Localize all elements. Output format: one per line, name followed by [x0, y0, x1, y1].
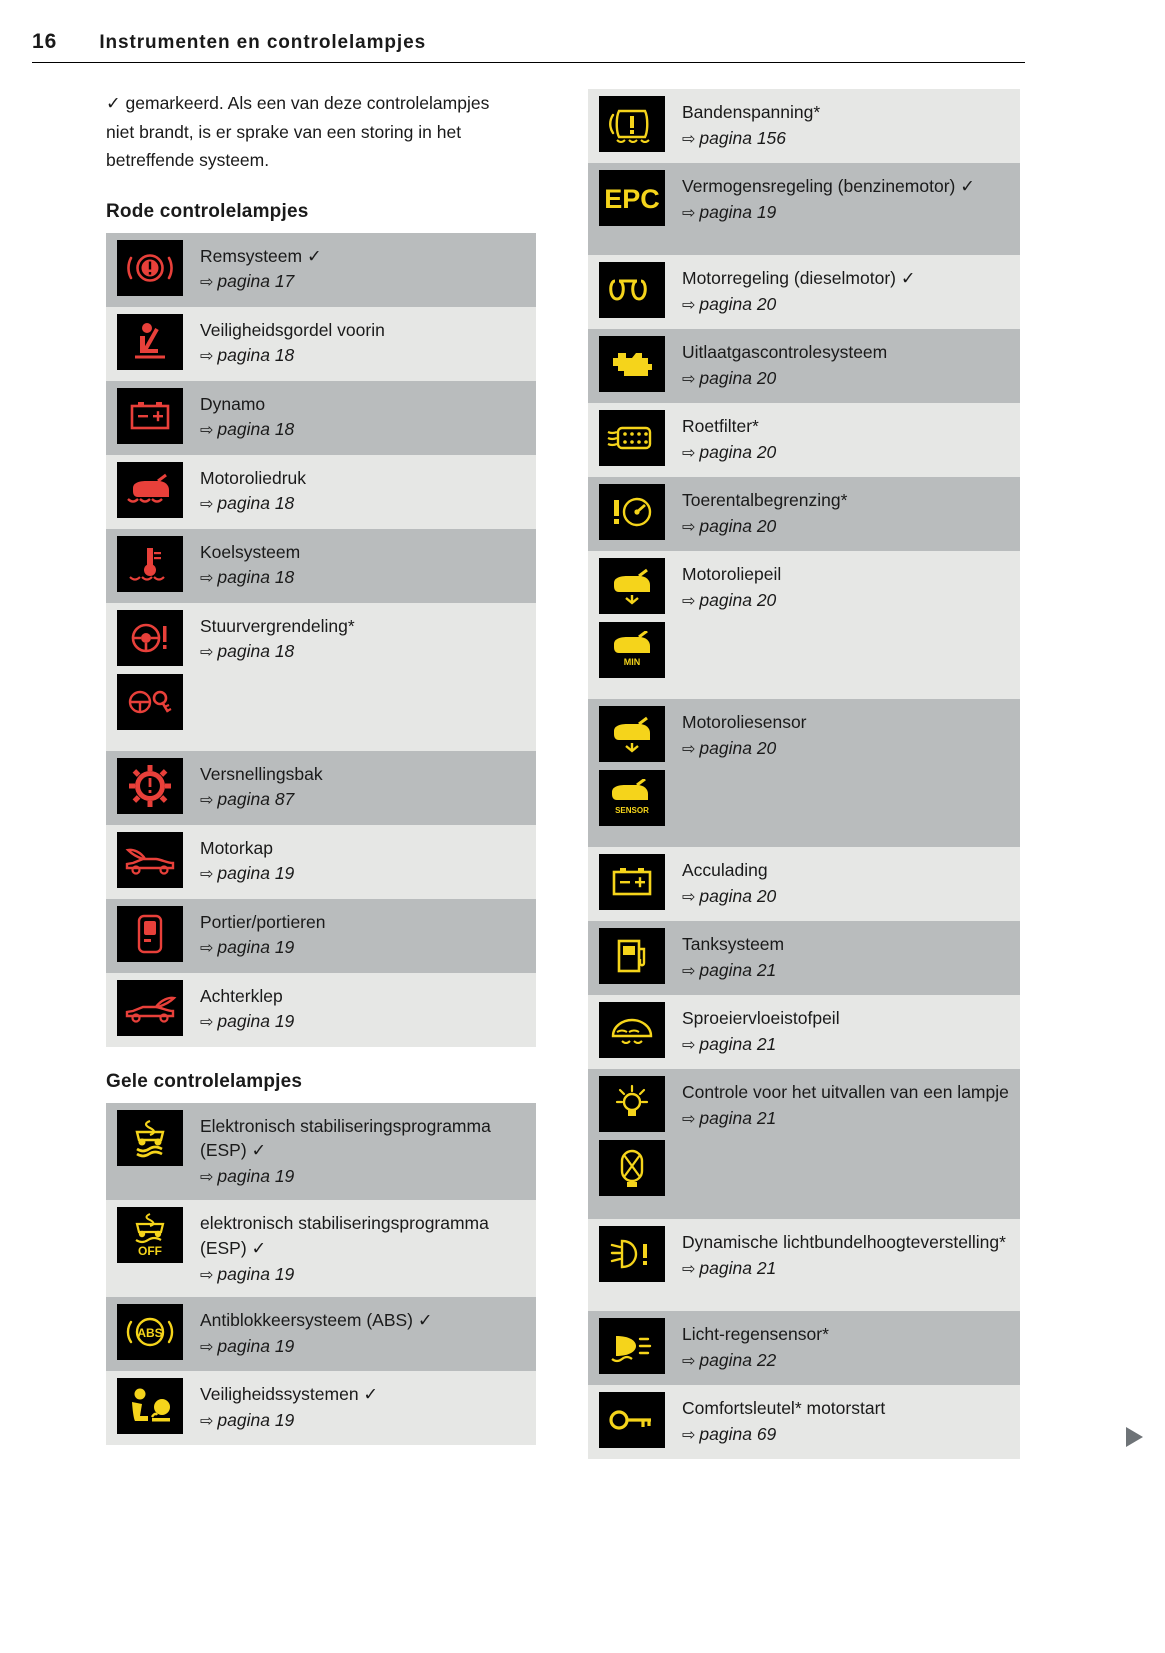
text-cell	[676, 551, 1020, 699]
text-cell	[676, 477, 1020, 551]
page-reference: ⇨ pagina 20	[682, 884, 1012, 910]
icon-cell	[588, 847, 676, 921]
page-reference: ⇨ pagina 87	[200, 787, 528, 813]
icon-cell	[588, 921, 676, 995]
icon-cell	[106, 529, 194, 603]
intro-paragraph: ✓ gemarkeerd. Als een van deze controlelampjes niet brandt, is er sprake van een storing in het betreffende systeem.	[106, 93, 490, 171]
steering-lock-icon	[117, 610, 183, 666]
table-row	[106, 455, 536, 529]
svg-text:ABS: ABS	[137, 1326, 163, 1341]
particulate-filter-icon	[599, 410, 665, 466]
icon-cell	[106, 1371, 194, 1445]
page-reference: ⇨ pagina 20	[682, 292, 1012, 318]
page-reference: ⇨ pagina 21	[682, 958, 1012, 984]
table-row	[588, 847, 1020, 921]
engine-emission-icon	[599, 336, 665, 392]
text-cell	[194, 973, 536, 1047]
lamp-label: Veiligheidsgordel voorin	[200, 319, 385, 340]
lamp-label: Uitlaatgascontrolesysteem	[682, 342, 888, 362]
lamp-label: Vermogensregeling (benzinemotor) ✓	[682, 176, 975, 196]
page-reference: ⇨ pagina 18	[200, 417, 528, 443]
lamp-label: Remsysteem ✓	[200, 245, 322, 266]
table-row	[106, 973, 536, 1047]
comfort-key-icon	[599, 1392, 665, 1448]
steering-key-icon	[117, 674, 183, 730]
section-heading-red: Rode controlelampjes	[106, 200, 309, 222]
page-reference: ⇨ pagina 20	[682, 440, 1012, 466]
oil-pressure-icon	[117, 462, 183, 518]
lamp-label: Acculading	[682, 860, 768, 880]
page-reference: ⇨ pagina 19	[682, 200, 1012, 226]
yellow-lamps-table-left	[106, 1103, 536, 1446]
gearbox-icon	[117, 758, 183, 814]
svg-text:EPC: EPC	[604, 184, 660, 214]
oil-sensor-icon	[599, 706, 665, 762]
icon-cell	[106, 381, 194, 455]
left-column	[106, 89, 536, 1459]
text-cell	[194, 307, 536, 381]
bulb-failure-icon	[599, 1076, 665, 1132]
icon-cell	[106, 1200, 194, 1297]
table-row	[588, 255, 1020, 329]
table-row	[588, 921, 1020, 995]
text-cell	[676, 255, 1020, 329]
icon-cell	[588, 551, 676, 699]
text-cell	[194, 1103, 536, 1200]
table-row	[588, 403, 1020, 477]
text-cell	[194, 751, 536, 825]
lamp-label: Motoroliepeil	[682, 564, 782, 584]
icon-cell	[588, 1385, 676, 1459]
icon-cell	[588, 699, 676, 847]
lamp-label: Motoroliedruk	[200, 467, 307, 488]
text-cell	[676, 403, 1020, 477]
icon-cell	[106, 455, 194, 529]
lamp-label: elektronisch stabiliseringsprogramma (ESP) ✓	[200, 1212, 489, 1258]
text-cell	[676, 995, 1020, 1069]
oil-level-icon	[599, 558, 665, 614]
table-row	[588, 1311, 1020, 1385]
text-cell	[194, 455, 536, 529]
lamp-label: Motorregeling (dieselmotor) ✓	[682, 268, 916, 288]
text-cell	[676, 847, 1020, 921]
page-reference: ⇨ pagina 18	[200, 343, 528, 369]
lamp-label: Portier/portieren	[200, 911, 326, 932]
lamp-label: Motoroliesensor	[682, 712, 807, 732]
lamp-label: Controle voor het uitvallen van een lampje	[682, 1082, 1009, 1102]
icon-cell	[588, 163, 676, 255]
icon-cell	[106, 899, 194, 973]
section-heading-yellow: Gele controlelampjes	[106, 1070, 303, 1092]
headlight-range-icon	[599, 1226, 665, 1282]
battery-icon	[599, 854, 665, 910]
icon-cell	[106, 1103, 194, 1200]
page-reference: ⇨ pagina 18	[200, 565, 528, 591]
lamp-label: Stuurvergrendeling*	[200, 615, 355, 636]
table-row	[106, 307, 536, 381]
page-reference: ⇨ pagina 20	[682, 736, 1012, 762]
page-reference: ⇨ pagina 19	[200, 1334, 528, 1360]
lamp-label: Koelsysteem	[200, 541, 301, 562]
brake-system-icon	[117, 240, 183, 296]
text-cell	[194, 603, 536, 751]
page-reference: ⇨ pagina 69	[682, 1422, 1012, 1448]
coolant-icon	[117, 536, 183, 592]
page-reference: ⇨ pagina 20	[682, 366, 1012, 392]
page-header	[32, 30, 1025, 63]
icon-cell	[588, 477, 676, 551]
table-row	[588, 1219, 1020, 1311]
icon-cell	[588, 1069, 676, 1219]
icon-cell	[106, 973, 194, 1047]
text-cell	[194, 1297, 536, 1371]
lamp-label: Sproeiervloeistofpeil	[682, 1008, 840, 1028]
alternator-icon	[117, 388, 183, 444]
svg-text:SENSOR: SENSOR	[615, 806, 649, 815]
table-row	[588, 1385, 1020, 1459]
text-cell	[194, 529, 536, 603]
page-title: Instrumenten en controlelampjes	[99, 32, 427, 53]
washer-fluid-icon	[599, 1002, 665, 1058]
text-cell	[676, 1311, 1020, 1385]
lamp-label: Comfortsleutel* motorstart	[682, 1398, 886, 1418]
text-cell	[194, 381, 536, 455]
page-number: 16	[32, 30, 58, 53]
table-row	[106, 1297, 536, 1371]
page-reference: ⇨ pagina 22	[682, 1348, 1012, 1374]
red-lamps-table	[106, 233, 536, 1047]
rev-limit-icon	[599, 484, 665, 540]
content-columns	[32, 89, 1105, 1459]
text-cell	[676, 163, 1020, 255]
table-row	[588, 163, 1020, 255]
lamp-label: Dynamo	[200, 393, 266, 414]
table-row	[106, 233, 536, 307]
page-turn-marker	[1126, 1427, 1143, 1447]
lamp-label: Dynamische lichtbundelhoogteverstelling*	[682, 1232, 1006, 1252]
page-reference: ⇨ pagina 19	[200, 1164, 528, 1190]
lamp-label: Tanksysteem	[682, 934, 785, 954]
page-reference: ⇨ pagina 20	[682, 514, 1012, 540]
icon-cell	[106, 825, 194, 899]
table-row	[106, 899, 536, 973]
text-cell	[194, 1200, 536, 1297]
tyre-pressure-icon	[599, 96, 665, 152]
text-cell	[676, 1219, 1020, 1311]
lamp-label: Roetfilter*	[682, 416, 759, 436]
lamp-label: Licht-regensensor*	[682, 1324, 829, 1344]
icon-cell	[106, 751, 194, 825]
text-cell	[676, 89, 1020, 163]
table-row	[588, 551, 1020, 699]
icon-cell	[588, 89, 676, 163]
table-row	[106, 1200, 536, 1297]
lamp-label: Motorkap	[200, 837, 273, 858]
bonnet-icon	[117, 832, 183, 888]
icon-cell	[588, 1219, 676, 1311]
svg-text:OFF: OFF	[138, 1243, 162, 1258]
text-cell	[194, 899, 536, 973]
table-row	[106, 603, 536, 751]
esp-off-icon	[117, 1207, 183, 1263]
lamp-label: Achterklep	[200, 985, 283, 1006]
oil-level-min-icon	[599, 622, 665, 678]
lamp-label: Veiligheidssystemen ✓	[200, 1384, 379, 1405]
seatbelt-icon	[117, 314, 183, 370]
icon-cell	[588, 403, 676, 477]
esp-icon	[117, 1110, 183, 1166]
page-reference: ⇨ pagina 20	[682, 588, 1012, 614]
table-row	[588, 329, 1020, 403]
door-open-icon	[117, 906, 183, 962]
page-reference: ⇨ pagina 19	[200, 1408, 528, 1434]
table-row	[106, 825, 536, 899]
text-cell	[676, 1385, 1020, 1459]
lamp-label: Toerentalbegrenzing*	[682, 490, 848, 510]
table-row	[106, 1371, 536, 1445]
airbag-icon	[117, 1378, 183, 1434]
page-reference: ⇨ pagina 19	[200, 1009, 528, 1035]
table-row	[588, 699, 1020, 847]
table-row	[588, 89, 1020, 163]
table-row	[588, 477, 1020, 551]
text-cell	[676, 329, 1020, 403]
icon-cell	[588, 1311, 676, 1385]
page-reference: ⇨ pagina 21	[682, 1256, 1012, 1282]
icon-cell	[588, 255, 676, 329]
table-row	[106, 751, 536, 825]
page-reference: ⇨ pagina 18	[200, 491, 528, 517]
light-rain-sensor-icon	[599, 1318, 665, 1374]
tailgate-icon	[117, 980, 183, 1036]
page-reference: ⇨ pagina 156	[682, 126, 1012, 152]
fuel-icon	[599, 928, 665, 984]
lamp-label: Versnellingsbak	[200, 763, 323, 784]
text-cell	[194, 233, 536, 307]
page-reference: ⇨ pagina 21	[682, 1106, 1012, 1132]
page-reference: ⇨ pagina 17	[200, 269, 528, 295]
icon-cell	[106, 233, 194, 307]
icon-cell	[106, 307, 194, 381]
icon-cell	[588, 329, 676, 403]
text-cell	[194, 1371, 536, 1445]
page-reference: ⇨ pagina 19	[200, 861, 528, 887]
oil-sensor-warning-icon	[599, 770, 665, 826]
table-row	[106, 381, 536, 455]
abs-icon	[117, 1304, 183, 1360]
text-cell	[676, 1069, 1020, 1219]
svg-text:MIN: MIN	[623, 657, 641, 667]
bulb-check-icon	[599, 1140, 665, 1196]
yellow-lamps-table-right	[588, 89, 1020, 1459]
lamp-label: Elektronisch stabiliseringsprogramma (ESP) ✓	[200, 1115, 491, 1161]
icon-cell	[106, 1297, 194, 1371]
icon-cell	[106, 603, 194, 751]
epc-icon	[599, 170, 665, 226]
right-column	[588, 89, 1020, 1459]
table-row	[588, 1069, 1020, 1219]
lamp-label: Bandenspanning*	[682, 102, 821, 122]
page-reference: ⇨ pagina 19	[200, 935, 528, 961]
table-row	[106, 529, 536, 603]
page-reference: ⇨ pagina 18	[200, 639, 528, 665]
page-reference: ⇨ pagina 21	[682, 1032, 1012, 1058]
text-cell	[676, 921, 1020, 995]
table-row	[588, 995, 1020, 1069]
lamp-label: Antiblokkeersysteem (ABS) ✓	[200, 1310, 433, 1331]
glow-plug-icon	[599, 262, 665, 318]
text-cell	[194, 825, 536, 899]
icon-cell	[588, 995, 676, 1069]
table-row	[106, 1103, 536, 1200]
text-cell	[676, 699, 1020, 847]
page-reference: ⇨ pagina 19	[200, 1262, 528, 1288]
